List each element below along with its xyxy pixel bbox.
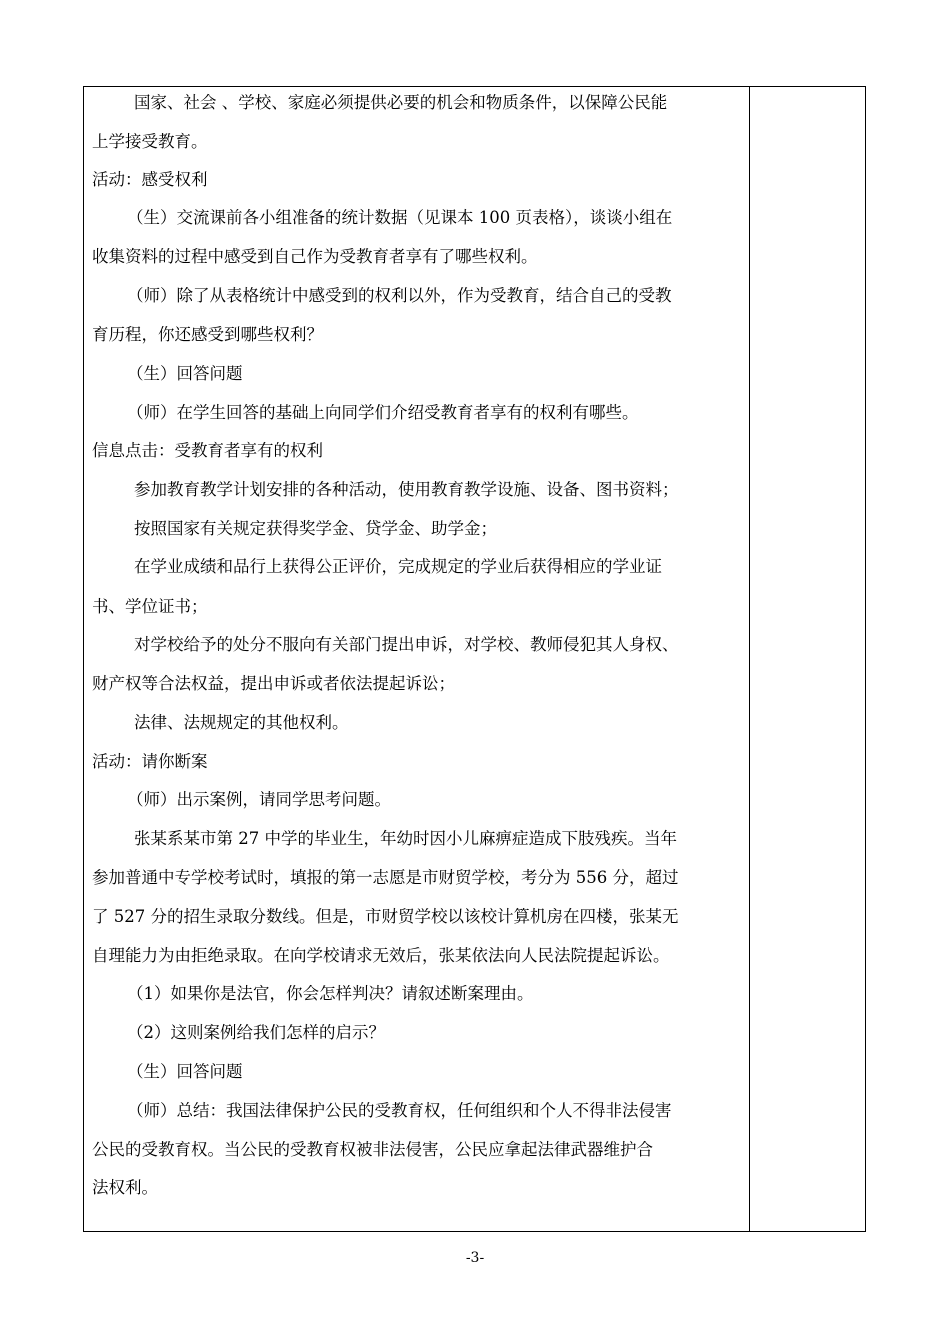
- text-line: 对学校给予的处分不服向有关部门提出申诉，对学校、教师侵犯其人身权、: [134, 635, 679, 654]
- text-line: （生）回答问题: [127, 364, 243, 383]
- text-line: 了 527 分的招生录取分数线。但是，市财贸学校以该校计算机房在四楼，张某无: [92, 907, 679, 926]
- text-line: （2）这则案例给我们怎样的启示？: [127, 1023, 385, 1042]
- text-line: （生）回答问题: [127, 1062, 243, 1081]
- text-line: 公民的受教育权。当公民的受教育权被非法侵害，公民应拿起法律武器维护合: [92, 1140, 653, 1159]
- text-line: 参加普通中专学校考试时，填报的第一志愿是市财贸学校，考分为 556 分，超过: [92, 868, 679, 887]
- text-line: 按照国家有关规定获得奖学金、贷学金、助学金；: [134, 519, 497, 538]
- text-line: （师）在学生回答的基础上向同学们介绍受教育者享有的权利有哪些。: [127, 403, 639, 422]
- text-line: （师）总结：我国法律保护公民的受教育权，任何组织和个人不得非法侵害: [127, 1101, 672, 1120]
- text-line: 财产权等合法权益，提出申诉或者依法提起诉讼；: [92, 674, 455, 693]
- text-line: 国家、社会 、学校、家庭必须提供必要的机会和物质条件，以保障公民能: [134, 93, 668, 112]
- section-heading: 活动：感受权利: [92, 170, 208, 189]
- text-line: （师）除了从表格统计中感受到的权利以外，作为受教育，结合自己的受教: [127, 286, 672, 305]
- text-line: 自理能力为由拒绝录取。在向学校请求无效后，张某依法向人民法院提起诉讼。: [92, 946, 670, 965]
- text-line: 法权利。: [92, 1178, 158, 1197]
- section-heading: 信息点击：受教育者享有的权利: [92, 441, 323, 460]
- notes-cell: [750, 87, 866, 1231]
- section-heading: 活动：请你断案: [92, 752, 208, 771]
- text-line: 上学接受教育。: [92, 132, 208, 151]
- text-line: 育历程，你还感受到哪些权利？: [92, 325, 323, 344]
- text-line: 张某系某市第 27 中学的毕业生，年幼时因小儿麻痹症造成下肢残疾。当年: [134, 829, 677, 848]
- text-line: 参加教育教学计划安排的各种活动，使用教育教学设施、设备、图书资料；: [134, 480, 679, 499]
- text-line: 收集资料的过程中感受到自己作为受教育者享有了哪些权利。: [92, 247, 538, 266]
- text-line: 在学业成绩和品行上获得公正评价，完成规定的学业后获得相应的学业证: [134, 557, 662, 576]
- text-line: 法律、法规规定的其他权利。: [134, 713, 349, 732]
- text-line: （1）如果你是法官，你会怎样判决？请叙述断案理由。: [127, 984, 534, 1003]
- text-line: 书、学位证书；: [92, 597, 208, 616]
- lesson-table: [83, 86, 866, 1232]
- page-number: -3-: [465, 1250, 485, 1266]
- text-line: （生）交流课前各小组准备的统计数据（见课本 100 页表格），谈谈小组在: [127, 208, 673, 227]
- text-line: （师）出示案例，请同学思考问题。: [127, 790, 391, 809]
- lesson-content-cell: [84, 87, 750, 1231]
